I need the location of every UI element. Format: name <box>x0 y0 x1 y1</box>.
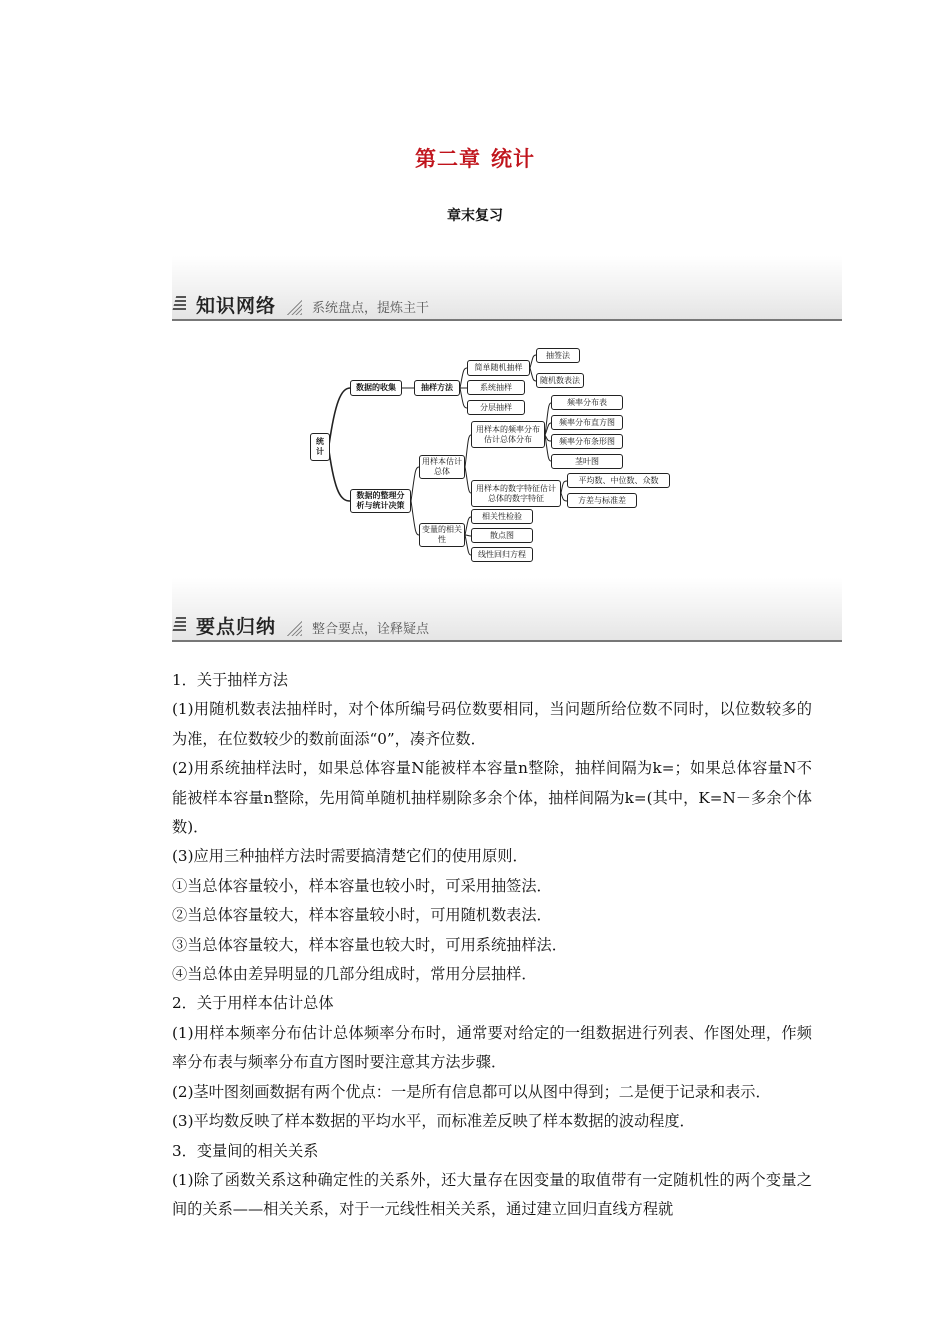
mind-map-corr-test: 相关性检验 <box>471 509 533 524</box>
section-header-subtitle: 系统盘点，提炼主干 <box>312 301 430 316</box>
mind-map-estimate: 用样本估计总体 <box>419 455 465 479</box>
mind-map-scatter: 散点图 <box>471 528 533 543</box>
mind-map-histogram: 频率分布直方图 <box>551 415 623 430</box>
mind-map-regression: 线性回归方程 <box>471 547 533 562</box>
hatch-icon <box>286 299 302 315</box>
hatch-icon <box>286 620 302 636</box>
mind-map-stem-leaf: 茎叶图 <box>551 454 623 469</box>
key-points-content <box>172 666 812 1225</box>
paragraph: (2)用系统抽样法时，如果总体容量N能被样本容量n整除，抽样间隔为k=；如果总体容量N不能被样本容量n整除，先用简单随机抽样剔除多余个体，抽样间隔为k=(其中，K=N－多余个体数)． <box>172 759 812 837</box>
heading-correlation: 3．变量间的相关关系 <box>172 1141 319 1160</box>
section-header-title: 要点归纳 <box>196 616 277 638</box>
mind-map-systematic: 系统抽样 <box>467 380 525 395</box>
mind-map-correlation: 变量的相关性 <box>419 523 465 547</box>
mind-map-random-table: 随机数表法 <box>536 373 584 388</box>
mind-map-numeric: 用样本的数字特征估计总体的数字特征 <box>471 480 561 507</box>
paragraph: (2)茎叶图刻画数据有两个优点：一是所有信息都可以从图中得到；二是便于记录和表示． <box>172 1082 771 1101</box>
heading-sampling: 1．关于抽样方法 <box>172 671 288 689</box>
mind-map-root: 统计 <box>310 433 330 461</box>
stripes-icon <box>172 617 186 633</box>
section-title: 章末复习 <box>447 208 503 224</box>
mind-map-variance-sd: 方差与标准差 <box>567 493 637 508</box>
mind-map-mean-median-mode: 平均数、中位数、众数 <box>567 473 670 488</box>
paragraph: (1)用随机数表法抽样时，对个体所编号码位数要相同，当问题所给位数不同时，以位数较多的为准，在位数较少的数前面添“0”，凑齐位数． <box>172 700 812 748</box>
mind-map-simple-random: 简单随机抽样 <box>467 360 530 376</box>
paragraph: (3)平均数反映了样本数据的平均水平，而标准差反映了样本数据的波动程度． <box>172 1112 695 1131</box>
paragraph: ④当总体由差异明显的几部分组成时，常用分层抽样． <box>172 965 537 984</box>
mind-map-analysis: 数据的整理分析与统计决策 <box>350 489 411 513</box>
chapter-number: 第二章 <box>415 147 481 171</box>
paragraph: ①当总体容量较小，样本容量也较小时，可采用抽签法． <box>172 876 552 895</box>
paragraph: (3)应用三种抽样方法时需要搞清楚它们的使用原则． <box>172 847 528 866</box>
mind-map <box>305 343 675 565</box>
paragraph: ②当总体容量较大，样本容量较小时，可用随机数表法． <box>172 906 552 925</box>
stripes-icon <box>172 296 186 312</box>
mind-map-stratified: 分层抽样 <box>467 400 525 415</box>
paragraph: ③当总体容量较大，样本容量也较大时，可用系统抽样法． <box>172 935 567 954</box>
mind-map-freq-dist: 用样本的频率分布估计总体分布 <box>471 421 545 448</box>
heading-estimation: 2．关于用样本估计总体 <box>172 994 334 1013</box>
mind-map-lottery: 抽签法 <box>536 348 580 363</box>
mind-map-collect: 数据的收集 <box>350 380 402 396</box>
mind-map-bar-chart: 频率分布条形图 <box>551 434 623 449</box>
mind-map-sampling-methods: 抽样方法 <box>414 380 460 396</box>
paragraph: (1)用样本频率分布估计总体频率分布时，通常要对给定的一组数据进行列表、作图处理，作频率分布表与频率分布直方图时要注意其方法步骤． <box>172 1023 812 1072</box>
section-header-title: 知识网络 <box>196 295 277 317</box>
section-header-knowledge <box>172 293 842 321</box>
chapter-name: 统计 <box>491 147 535 171</box>
chapter-title <box>0 143 950 173</box>
section-header-keypoints <box>172 614 842 642</box>
paragraph: (1)除了函数关系这种确定性的关系外，还大量存在因变量的取值带有一定随机性的两个变量之间的关系——相关关系，对于一元线性相关关系，通过建立回归直线方程就 <box>172 1170 812 1219</box>
section-header-subtitle: 整合要点，诠释疑点 <box>312 622 430 637</box>
mind-map-freq-table: 频率分布表 <box>551 395 623 410</box>
